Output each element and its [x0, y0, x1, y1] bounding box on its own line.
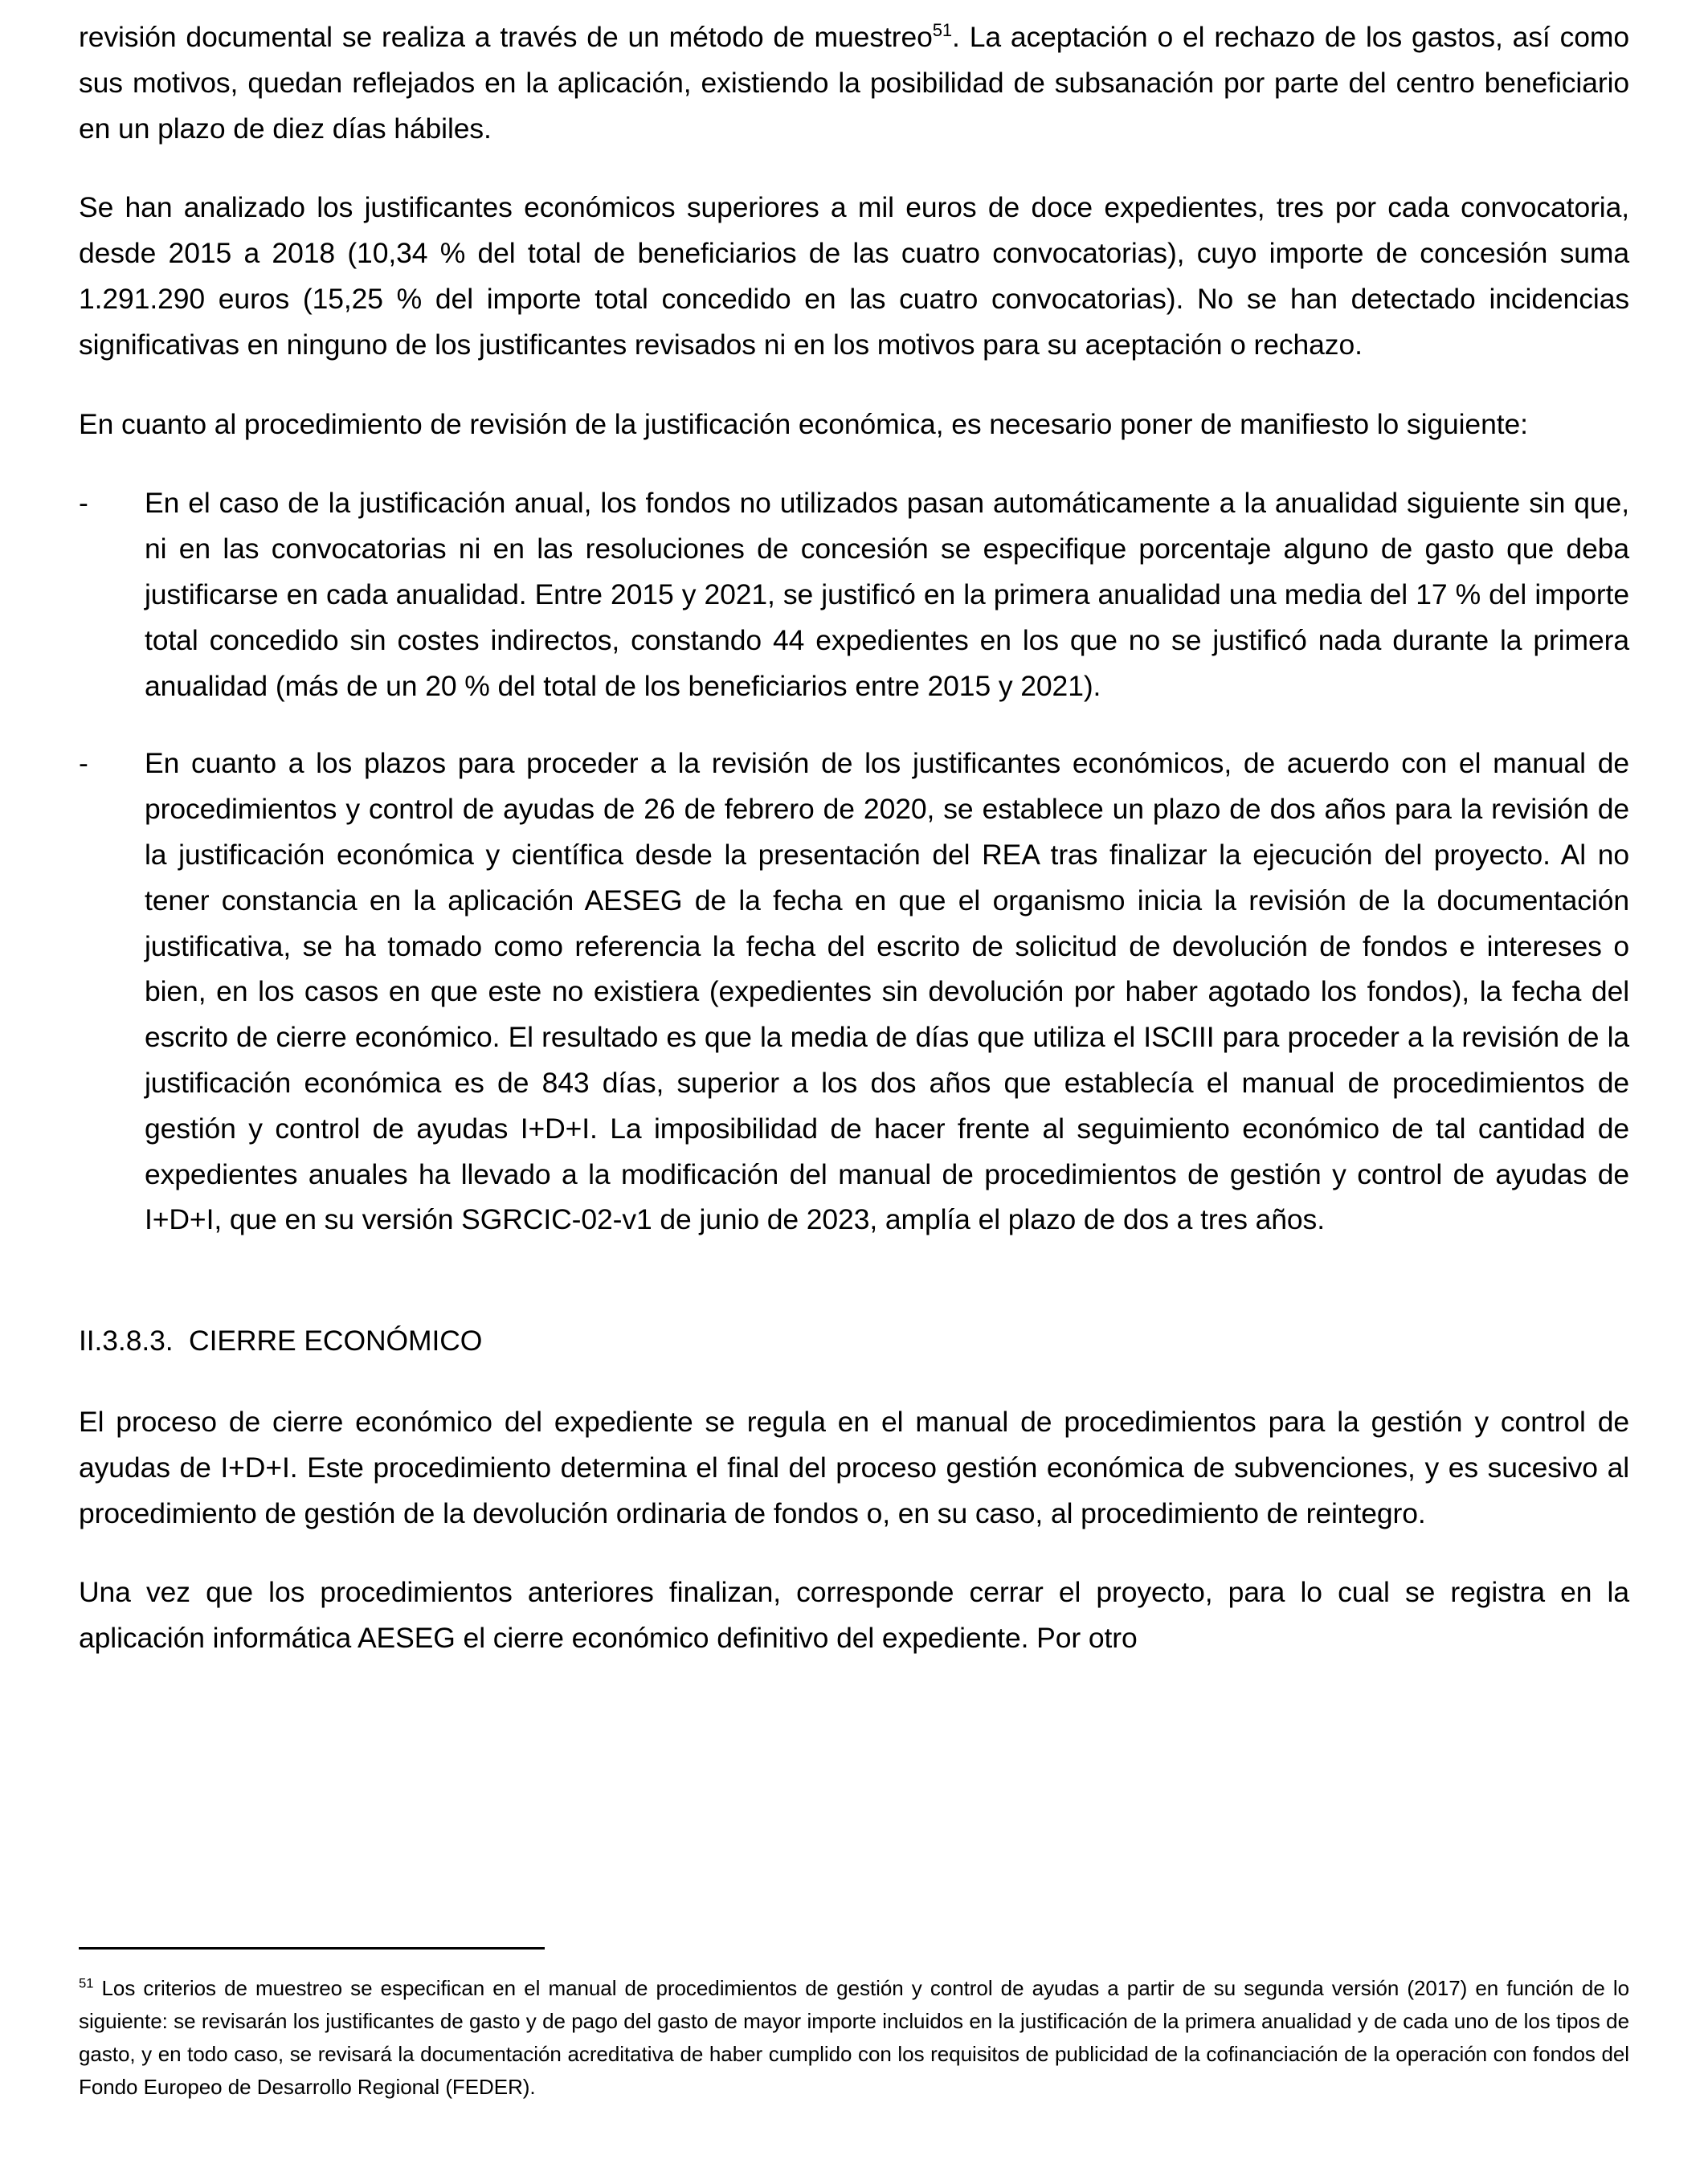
bullet-list: [79, 480, 1629, 1243]
footnote-text: [79, 1972, 1629, 2104]
paragraph-rest-text: . La aceptación o el rechazo de los gastos, así como sus motivos, quedan reflejados en la aplicación, existiendo la posibilidad de subsanación por parte del centro beneficiario en un plazo de diez días hábiles.: [79, 21, 1629, 145]
footnote-separator-rule: [79, 1947, 545, 1950]
paragraph-lead-text: revisión documental se realiza a través de un método de muestreo: [79, 21, 933, 53]
bullet-marker-dash: -: [79, 747, 88, 780]
paragraph-una-vez-que: Una vez que los procedimientos anteriores finalizan, corresponde cerrar el proyecto, para lo cual se registra en la aplicación informática AESEG el cierre económico definitivo del expediente. Por otro: [79, 1576, 1629, 1655]
footnote-reference-51[interactable]: 51: [932, 20, 953, 41]
page-content: [79, 14, 1629, 1661]
footnote-zone: [79, 1947, 1629, 2104]
list-item-text: En el caso de la justificación anual, los fondos no utilizados pasan automáticamente a la anualidad siguiente sin que, ni en las convocatorias ni en las resoluciones de concesión se especifique porcentaje alguno de gasto que deba justificarse en cada anualidad. Entre 2015 y 2021, se justificó en la primera anualidad una media del 17 % del importe total concedido sin costes indirectos, constando 44 expedientes en los que no se justificó nada durante la primera anualidad (más de un 20 % del total de los beneficiarios entre 2015 y 2021).: [145, 487, 1629, 702]
list-item-text: En cuanto a los plazos para proceder a la revisión de los justificantes económicos, de acuerdo con el manual de procedimientos y control de ayudas de 26 de febrero de 2020, se establece un plazo de dos años para la revisión de la justificación económica y científica desde la presentación del REA tras finalizar la ejecución del proyecto. Al no tener constancia en la aplicación AESEG de la fecha en que el organismo inicia la revisión de la documentación justificativa, se ha tomado como referencia la fecha del escrito de solicitud de devolución de fondos e intereses o bien, en los casos en que este no existiera (expedientes sin devolución por haber agotado los fondos), la fecha del escrito de cierre económico. El resultado es que la media de días que utiliza el ISCIII para proceder a la revisión de la justificación económica es de 843 días, superior a los dos años que establecía el manual de procedimientos de gestión y control de ayudas I+D+I. La imposibilidad de hacer frente al seguimiento económico de tal cantidad de expedientes anuales ha llevado a la modificación del manual de procedimientos de gestión y control de ayudas de I+D+I, que en su versión SGRCIC-02-v1 de junio de 2023, amplía el plazo de dos a tres años.: [145, 747, 1629, 1236]
paragraph-justificantes-analizados: Se han analizado los justificantes económicos superiores a mil euros de doce expedientes, tres por cada convocatoria, desde 2015 a 2018 (10,34 % del total de beneficiarios de las cuatro convocatorias), cuyo importe de concesión suma 1.291.290 euros (15,25 % del importe total concedido en las cuatro convocatorias). No se han detectado incidencias significativas en ninguno de los justificantes revisados ni en los motivos para su aceptación o rechazo.: [79, 191, 1629, 361]
paragraph-revision-documental: [79, 14, 1629, 151]
bullet-marker-dash: -: [79, 487, 88, 520]
footnote-number: 51: [79, 1975, 94, 1991]
paragraph-proceso-cierre: El proceso de cierre económico del expediente se regula en el manual de procedimientos para la gestión y control de ayudas de I+D+I. Este procedimiento determina el final del proceso gestión económica de subvenciones, y es sucesivo al procedimiento de gestión de la devolución ordinaria de fondos o, en su caso, al procedimiento de reintegro.: [79, 1405, 1629, 1529]
paragraph-procedimiento-revision: En cuanto al procedimiento de revisión de la justificación económica, es necesario poner de manifiesto lo siguiente:: [79, 407, 1528, 440]
list-item: [79, 480, 1629, 708]
list-item: [79, 741, 1629, 1243]
footnote-body: Los criterios de muestreo se especifican en el manual de procedimientos de gestión y control de ayudas a partir de su segunda versión (2017) en función de lo siguiente: se revisarán los justificantes de gasto y de pago del gasto de mayor importe incluidos en la justificación de la primera anualidad y de cada uno de los tipos de gasto, y en todo caso, se revisará la documentación acreditativa de haber cumplido con los requisitos de publicidad de la cofinanciación de la operación con fondos del Fondo Europeo de Desarrollo Regional (FEDER).: [79, 1976, 1629, 2100]
section-heading: II.3.8.3. CIERRE ECONÓMICO: [79, 1325, 483, 1358]
heading-spacer: [79, 1280, 1629, 1318]
